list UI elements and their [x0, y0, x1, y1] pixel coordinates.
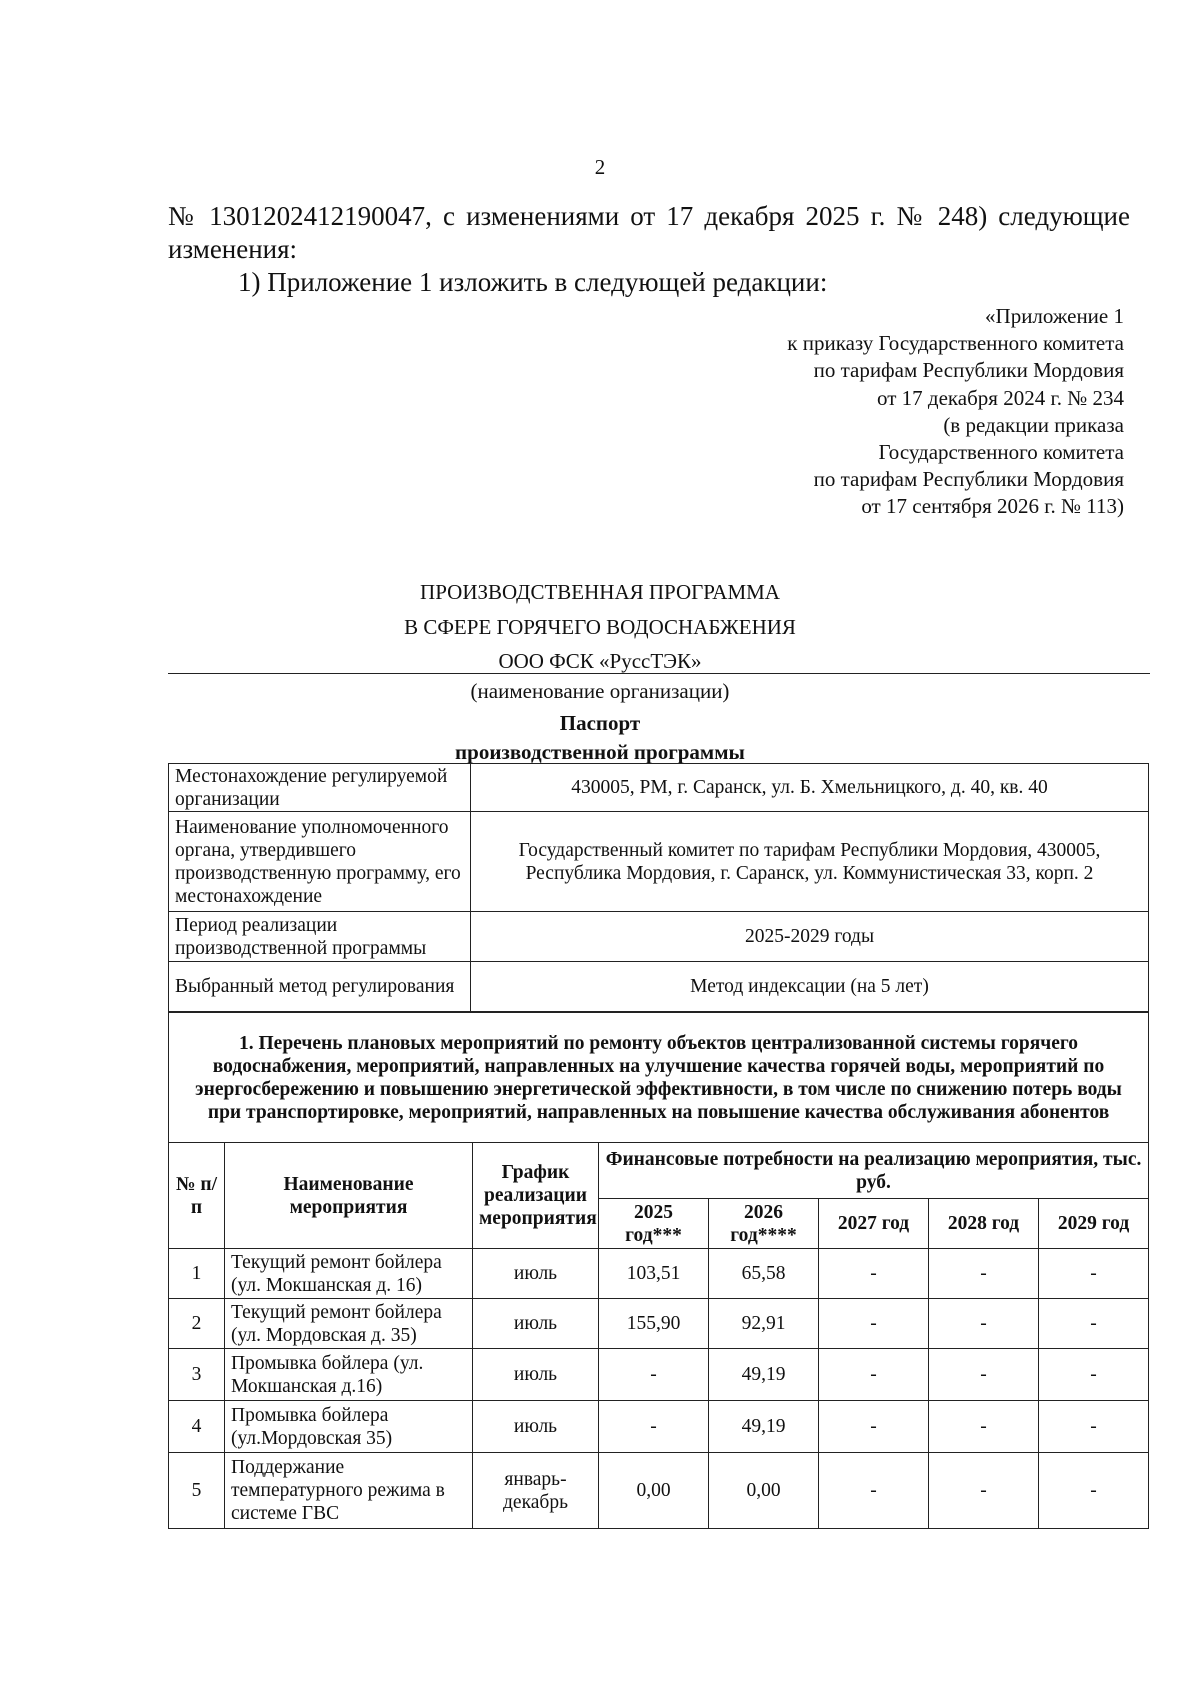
table-row — [169, 1249, 1149, 1299]
page-number: 2 — [594, 155, 606, 179]
cell-2026: 49,19 — [709, 1401, 819, 1453]
cell-2028: - — [929, 1299, 1039, 1349]
header-2025: 2025 год*** — [599, 1199, 709, 1249]
header-name: Наименование мероприятия — [225, 1143, 473, 1249]
cell-2026: 0,00 — [709, 1453, 819, 1529]
cell-schedule: июль — [473, 1249, 599, 1299]
cell-2025: - — [599, 1401, 709, 1453]
cell-num: 1 — [169, 1249, 225, 1299]
table-row — [169, 1299, 1149, 1349]
intro-line-2: изменения: — [168, 234, 298, 264]
passport-value: Государственный комитет по тарифам Республики Мордовия, 430005, Республика Мордовия, г. Саранск, ул. Коммунистическая 33, корп. 2 — [471, 812, 1149, 912]
appendix-reference — [787, 303, 1124, 521]
cell-2029: - — [1039, 1453, 1149, 1529]
cell-2028: - — [929, 1401, 1039, 1453]
cell-schedule: январь-декабрь — [473, 1453, 599, 1529]
organization-underline — [168, 673, 1150, 674]
cell-num: 2 — [169, 1299, 225, 1349]
measures-table — [168, 1012, 1149, 1529]
cell-2029: - — [1039, 1401, 1149, 1453]
cell-2027: - — [819, 1453, 929, 1529]
cell-schedule: июль — [473, 1349, 599, 1401]
cell-2027: - — [819, 1401, 929, 1453]
appendix-line: «Приложение 1 — [985, 304, 1124, 328]
passport-key: Выбранный метод регулирования — [169, 962, 471, 1012]
cell-2026: 65,58 — [709, 1249, 819, 1299]
header-2028: 2028 год — [929, 1199, 1039, 1249]
cell-schedule: июль — [473, 1299, 599, 1349]
passport-value: 2025-2029 годы — [471, 912, 1149, 962]
cell-2029: - — [1039, 1249, 1149, 1299]
intro-line-1: № 1301202412190047, с изменениями от 17 декабря 2025 г. № 248) следующие — [168, 201, 1130, 231]
passport-subtitle: производственной программы — [455, 740, 745, 764]
cell-2025: 103,51 — [599, 1249, 709, 1299]
appendix-line: Государственного комитета — [878, 440, 1124, 465]
table-row — [169, 1401, 1149, 1453]
cell-2027: - — [819, 1299, 929, 1349]
organization-caption: (наименование организации) — [470, 679, 730, 703]
cell-2026: 92,91 — [709, 1299, 819, 1349]
cell-2026: 49,19 — [709, 1349, 819, 1401]
passport-row — [169, 812, 1149, 912]
cell-2028: - — [929, 1453, 1039, 1529]
cell-schedule: июль — [473, 1401, 599, 1453]
table-row — [169, 1453, 1149, 1529]
program-title-1: ПРОИЗВОДСТВЕННАЯ ПРОГРАММА — [420, 580, 780, 604]
cell-2025: 155,90 — [599, 1299, 709, 1349]
section-title: 1. Перечень плановых мероприятий по ремонту объектов централизованной системы горячего водоснабжения, мероприятий, направленных на улучшение качества горячей воды, мероприятий по энергосбережению и повышению энергетической эффективности, в том числе по снижению потерь воды при транспортировке, мероприятий, направленных на повышение качества обслуживания абонентов — [169, 1013, 1149, 1143]
cell-num: 3 — [169, 1349, 225, 1401]
cell-name: Промывка бойлера (ул.Мордовская 35) — [225, 1401, 473, 1453]
passport-value: 430005, РМ, г. Саранск, ул. Б. Хмельницкого, д. 40, кв. 40 — [471, 764, 1149, 812]
passport-row — [169, 764, 1149, 812]
header-finance: Финансовые потребности на реализацию мероприятия, тыс. руб. — [599, 1143, 1149, 1199]
passport-key: Наименование уполномоченного органа, утвердившего производственную программу, его местонахождение — [169, 812, 471, 912]
header-2029: 2029 год — [1039, 1199, 1149, 1249]
appendix-line: от 17 сентября 2026 г. № 113) — [861, 494, 1124, 519]
passport-row — [169, 962, 1149, 1012]
appendix-line: по тарифам Республики Мордовия — [813, 467, 1124, 492]
cell-name: Поддержание температурного режима в системе ГВС — [225, 1453, 473, 1529]
cell-2028: - — [929, 1349, 1039, 1401]
cell-2029: - — [1039, 1299, 1149, 1349]
cell-num: 5 — [169, 1453, 225, 1529]
cell-2027: - — [819, 1249, 929, 1299]
cell-2025: 0,00 — [599, 1453, 709, 1529]
header-2026: 2026 год**** — [709, 1199, 819, 1249]
cell-2027: - — [819, 1349, 929, 1401]
passport-key: Местонахождение регулируемой организации — [169, 764, 471, 812]
cell-name: Промывка бойлера (ул. Мокшанская д.16) — [225, 1349, 473, 1401]
cell-2028: - — [929, 1249, 1039, 1299]
program-title-2: В СФЕРЕ ГОРЯЧЕГО ВОДОСНАБЖЕНИЯ — [404, 615, 796, 639]
appendix-line: (в редакции приказа — [943, 412, 1124, 437]
passport-value: Метод индексации (на 5 лет) — [471, 962, 1149, 1012]
appendix-line: по тарифам Республики Мордовия — [813, 358, 1124, 383]
passport-table — [168, 763, 1149, 1012]
header-schedule: График реализации мероприятия — [473, 1143, 599, 1249]
amendment-item-1: 1) Приложение 1 изложить в следующей редакции: — [238, 267, 828, 297]
table-row — [169, 1349, 1149, 1401]
cell-num: 4 — [169, 1401, 225, 1453]
passport-row — [169, 912, 1149, 962]
passport-key: Период реализации производственной программы — [169, 912, 471, 962]
intro-paragraph — [168, 200, 1130, 266]
organization-name: ООО ФСК «РуссТЭК» — [498, 649, 702, 673]
passport-title: Паспорт — [559, 711, 641, 735]
cell-2029: - — [1039, 1349, 1149, 1401]
appendix-line: к приказу Государственного комитета — [787, 331, 1124, 356]
header-num: № п/п — [169, 1143, 225, 1249]
appendix-line: от 17 декабря 2024 г. № 234 — [877, 385, 1124, 410]
cell-name: Текущий ремонт бойлера (ул. Мокшанская д. 16) — [225, 1249, 473, 1299]
header-2027: 2027 год — [819, 1199, 929, 1249]
cell-name: Текущий ремонт бойлера (ул. Мордовская д. 35) — [225, 1299, 473, 1349]
cell-2025: - — [599, 1349, 709, 1401]
